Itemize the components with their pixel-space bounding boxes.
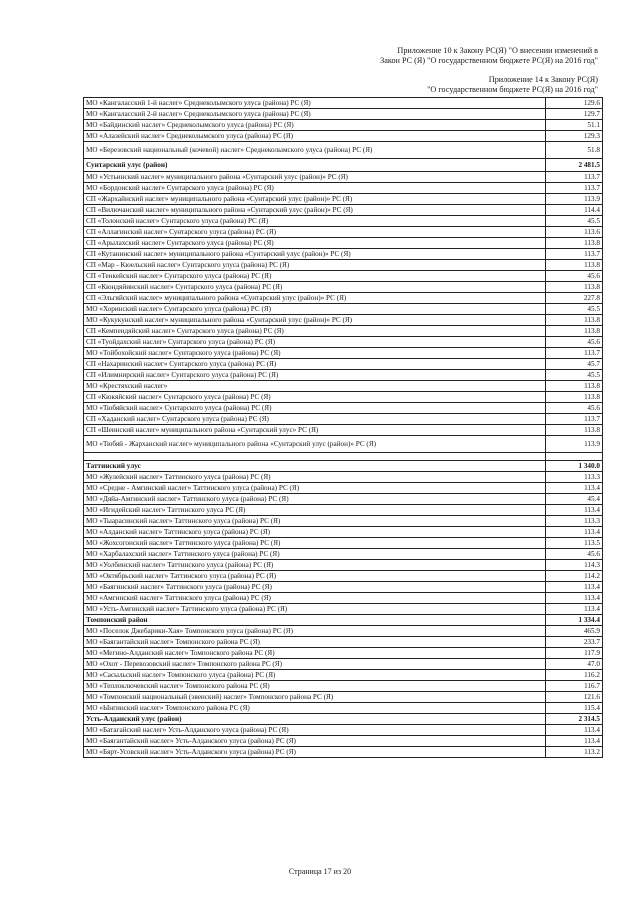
table-row (84, 205, 603, 216)
municipality-name: МО «Охот - Перевозовский наслег» Томпонского района РС (Я) (84, 659, 546, 670)
amount-value (546, 453, 603, 461)
amount-value: 45.5 (546, 304, 603, 315)
table-row (84, 183, 603, 194)
table-row (84, 659, 603, 670)
amount-value: 113.8 (546, 326, 603, 337)
municipality-name: МО «Байдинский наслег» Среднеколымского улуса (района) РС (Я) (84, 120, 546, 131)
amount-value: 45.6 (546, 549, 603, 560)
table-row (84, 494, 603, 505)
municipality-name: МО «Жохсогонский наслег» Таттинского улуса (района) РС (Я) (84, 538, 546, 549)
municipality-name: Сунтарский улус (район) (84, 159, 546, 172)
municipality-name: Томпонский район (84, 615, 546, 626)
municipality-name: СП «Шеинский наслег» муниципального района «Сунтарский улус» РС (Я) (84, 425, 546, 436)
table-row (84, 120, 603, 131)
amount-value: 45.5 (546, 216, 603, 227)
municipality-name: МО «Средне - Амгинский наслег» Таттинского улуса (района) РС (Я) (84, 483, 546, 494)
municipality-name: МО «Батагайский наслег» Усть-Алданского улуса (района) РС (Я) (84, 725, 546, 736)
municipality-name: МО «Жулейский наслег» Таттинского улуса (района) РС (Я) (84, 472, 546, 483)
amount-value: 2 481.5 (546, 159, 603, 172)
amount-value: 45.5 (546, 370, 603, 381)
amount-value: 113.8 (546, 238, 603, 249)
table-row (84, 337, 603, 348)
amount-value: 113.9 (546, 194, 603, 205)
municipality-name: МО «Тойбохойский наслег» Сунтарского улуса (района) РС (Я) (84, 348, 546, 359)
municipality-name: МО «Баягантайский наслег» Усть-Алданского улуса (района) РС (Я) (84, 736, 546, 747)
amount-value: 1 334.4 (546, 615, 603, 626)
section-row (84, 615, 603, 626)
municipality-name: МО «Октябрьский наслег» Таттинского улуса (района) РС (Я) (84, 571, 546, 582)
table-row (84, 736, 603, 747)
municipality-name: МО «Тюбяй - Жарханский наслег» муниципального района «Сунтарский улус (район)» РС (Я) (84, 436, 546, 453)
municipality-name: МО «Хоринский наслег» Сунтарского улуса (района) РС (Я) (84, 304, 546, 315)
table-row (84, 604, 603, 615)
municipality-name: МО «Тюбяйский наслег» Сунтарского улуса (района) РС (Я) (84, 403, 546, 414)
table-row (84, 626, 603, 637)
amount-value: 113.4 (546, 604, 603, 615)
table-row (84, 571, 603, 582)
table-row (84, 142, 603, 159)
table-row (84, 505, 603, 516)
amount-value: 51.1 (546, 120, 603, 131)
table-row (84, 227, 603, 238)
amount-value: 114.2 (546, 571, 603, 582)
municipality-name: СП «Илимнирский наслег» Сунтарского улуса (района) РС (Я) (84, 370, 546, 381)
budget-table-body (84, 98, 603, 758)
municipality-name: МО «Бярт-Усовский наслег» Усть-Алданского улуса (района) РС (Я) (84, 747, 546, 758)
municipality-name: СП «Кутанинский наслег» муниципального района «Сунтарский улус (район)» РС (Я) (84, 249, 546, 260)
municipality-name: СП «Арылахский наслег» Сунтарского улуса (района) РС (Я) (84, 238, 546, 249)
municipality-name: МО «Сасыльский наслег» Томпонского улуса (района) РС (Я) (84, 670, 546, 681)
municipality-name: МО «Дяйа-Амгинский наслег» Таттинского улуса (района) РС (Я) (84, 494, 546, 505)
table-row (84, 703, 603, 714)
municipality-name: МО «Баягинский наслег» Таттинского улуса (района) РС (Я) (84, 582, 546, 593)
municipality-name: СП «Хаданский наслег» Сунтарского улуса (района) РС (Я) (84, 414, 546, 425)
municipality-name: МО «Усть-Амгинский наслег» Таттинского улуса (района) РС (Я) (84, 604, 546, 615)
appendix-14-header (427, 75, 598, 95)
municipality-name: МО «Харбалахский наслег» Таттинского улуса (района) РС (Я) (84, 549, 546, 560)
table-row (84, 392, 603, 403)
municipality-name: СП «Тенкейский наслег» Сунтарского улуса (района) РС (Я) (84, 271, 546, 282)
table-row (84, 238, 603, 249)
municipality-name: СП «Вилючанский наслег» муниципального района «Сунтарский улус (район)» РС (Я) (84, 205, 546, 216)
municipality-name: МО «Алданский наслег» Таттинского улуса (района) РС (Я) (84, 527, 546, 538)
header-line: Приложение 10 к Закону РС(Я) "О внесении изменений в (397, 46, 598, 55)
table-row (84, 414, 603, 425)
section-row (84, 159, 603, 172)
municipality-name (84, 453, 546, 461)
municipality-name: СП «Нахаринский наслег» Сунтарского улуса (района) РС (Я) (84, 359, 546, 370)
header-line: Приложение 14 к Закону РС(Я) (488, 75, 598, 84)
amount-value: 113.4 (546, 593, 603, 604)
amount-value: 113.8 (546, 392, 603, 403)
table-row (84, 381, 603, 392)
section-row (84, 714, 603, 725)
table-row (84, 326, 603, 337)
municipality-name: Усть-Алданский улус (район) (84, 714, 546, 725)
table-row (84, 194, 603, 205)
amount-value: 113.7 (546, 172, 603, 183)
municipality-name: МО «Березовский национальный (кочевой) наслег» Среднеколымского улуса (района) РС (Я) (84, 142, 546, 159)
table-row (84, 483, 603, 494)
section-row (84, 461, 603, 472)
header-line: "О государственном бюджете РС(Я) на 2016 год" (427, 85, 598, 94)
amount-value: 113.4 (546, 483, 603, 494)
amount-value: 113.4 (546, 582, 603, 593)
amount-value: 113.7 (546, 348, 603, 359)
amount-value: 47.0 (546, 659, 603, 670)
table-row (84, 348, 603, 359)
table-row (84, 172, 603, 183)
municipality-name: МО «Поселок Джебарики-Хая» Томпонского улуса (района) РС (Я) (84, 626, 546, 637)
amount-value: 113.9 (546, 436, 603, 453)
municipality-name: МО «Кангаласский 1-й наслег» Среднеколымского улуса (района) РС (Я) (84, 98, 546, 109)
amount-value: 113.3 (546, 516, 603, 527)
municipality-name: МО «Мегино-Алданский наслег» Томпонского района РС (Я) (84, 648, 546, 659)
municipality-name: СП «Толонский наслег» Сунтарского улуса (района) РС (Я) (84, 216, 546, 227)
amount-value: 113.7 (546, 183, 603, 194)
amount-value: 129.6 (546, 98, 603, 109)
appendix-10-header (380, 46, 598, 66)
municipality-name: МО «Уолбинский наслег» Таттинского улуса (района) РС (Я) (84, 560, 546, 571)
amount-value: 113.8 (546, 381, 603, 392)
amount-value: 45.6 (546, 271, 603, 282)
amount-value: 45.6 (546, 337, 603, 348)
header-line: Закон РС (Я) "О государственном бюджете РС(Я) на 2016 год" (380, 56, 598, 65)
spacer-row (84, 453, 603, 461)
amount-value: 113.7 (546, 249, 603, 260)
amount-value: 45.6 (546, 403, 603, 414)
amount-value: 113.7 (546, 414, 603, 425)
municipality-name: МО «Томпонский национальный (эвенский) наслег» Томпонского района РС (Я) (84, 692, 546, 703)
page-number: Страница 17 из 20 (288, 867, 352, 876)
amount-value: 113.6 (546, 227, 603, 238)
amount-value: 113.4 (546, 505, 603, 516)
municipality-name: МО «Тыарасинский наслег» Таттинского улуса (района) РС (Я) (84, 516, 546, 527)
municipality-name: СП «Кемпендяйский наслег» Сунтарского улуса (района) РС (Я) (84, 326, 546, 337)
amount-value: 114.4 (546, 205, 603, 216)
municipality-name: СП «Мар - Кюельский наслег» Сунтарского улуса (района) РС (Я) (84, 260, 546, 271)
table-row (84, 304, 603, 315)
table-row (84, 527, 603, 538)
table-row (84, 425, 603, 436)
table-row (84, 260, 603, 271)
municipality-name: МО «Кукукунский наслег» муниципального района «Сунтарский улус (район)» РС (Я) (84, 315, 546, 326)
table-row (84, 315, 603, 326)
municipality-name: МО «Устьинский наслег» муниципального района «Сунтарский улус (район)» РС (Я) (84, 172, 546, 183)
amount-value: 113.3 (546, 472, 603, 483)
municipality-name: СП «Аллагинский наслег» Сунтарского улуса (района) РС (Я) (84, 227, 546, 238)
municipality-name: МО «Ынгинский наслег» Томпонского района РС (Я) (84, 703, 546, 714)
amount-value: 129.3 (546, 131, 603, 142)
table-row (84, 516, 603, 527)
amount-value: 227.8 (546, 293, 603, 304)
amount-value: 113.5 (546, 538, 603, 549)
amount-value: 129.7 (546, 109, 603, 120)
municipality-name: СП «Жархайнский наслег» муниципального района «Сунтарский улус (район)» РС (Я) (84, 194, 546, 205)
table-row (84, 538, 603, 549)
amount-value: 51.8 (546, 142, 603, 159)
amount-value: 113.4 (546, 725, 603, 736)
table-row (84, 403, 603, 414)
table-row (84, 282, 603, 293)
municipality-name: МО «Игидейский наслег» Таттинского улуса РС (Я) (84, 505, 546, 516)
table-row (84, 436, 603, 453)
amount-value: 113.2 (546, 747, 603, 758)
municipality-name: МО «Баягантайский наслег» Томпонского района РС (Я) (84, 637, 546, 648)
table-row (84, 216, 603, 227)
table-row (84, 370, 603, 381)
table-row (84, 637, 603, 648)
amount-value: 114.3 (546, 560, 603, 571)
table-row (84, 681, 603, 692)
amount-value: 116.2 (546, 670, 603, 681)
amount-value: 45.7 (546, 359, 603, 370)
table-row (84, 271, 603, 282)
municipality-name: СП «Эльгяйский наслег» муниципального района «Сунтарский улус (район)» РС (Я) (84, 293, 546, 304)
amount-value: 233.7 (546, 637, 603, 648)
municipality-name: МО «Алазейский наслег» Среднеколымского улуса (района) РС (Я) (84, 131, 546, 142)
municipality-name: СП «Кюкяйский наслег» Сунтарского улуса (района) РС (Я) (84, 392, 546, 403)
table-row (84, 648, 603, 659)
municipality-name: СП «Кюндяйинский наслег» Сунтарского улуса (района) РС (Я) (84, 282, 546, 293)
amount-value: 113.8 (546, 282, 603, 293)
municipality-name: Таттинский улус (84, 461, 546, 472)
table-row (84, 560, 603, 571)
amount-value: 113.8 (546, 260, 603, 271)
table-row (84, 725, 603, 736)
municipality-name: МО «Кангаласский 2-й наслег» Среднеколымского улуса (района) РС (Я) (84, 109, 546, 120)
table-row (84, 249, 603, 260)
amount-value: 45.4 (546, 494, 603, 505)
budget-table (83, 97, 603, 758)
amount-value: 113.8 (546, 315, 603, 326)
amount-value: 117.9 (546, 648, 603, 659)
amount-value: 113.8 (546, 425, 603, 436)
municipality-name: МО «Бордонский наслег» Сунтарского улуса (района) РС (Я) (84, 183, 546, 194)
table-row (84, 131, 603, 142)
municipality-name: МО «Амгинский наслег» Таттинского улуса (района) РС (Я) (84, 593, 546, 604)
table-row (84, 472, 603, 483)
table-row (84, 692, 603, 703)
amount-value: 465.9 (546, 626, 603, 637)
amount-value: 2 314.5 (546, 714, 603, 725)
municipality-name: СП «Туойдахский наслег» Сунтарского улуса (района) РС (Я) (84, 337, 546, 348)
amount-value: 1 340.0 (546, 461, 603, 472)
table-row (84, 747, 603, 758)
amount-value: 113.4 (546, 527, 603, 538)
amount-value: 116.7 (546, 681, 603, 692)
table-row (84, 549, 603, 560)
amount-value: 121.6 (546, 692, 603, 703)
municipality-name: МО «Крестяхский наслег» (84, 381, 546, 392)
table-row (84, 359, 603, 370)
table-row (84, 98, 603, 109)
table-row (84, 293, 603, 304)
municipality-name: МО «Теплоключевский наслег» Томпонского района РС (Я) (84, 681, 546, 692)
table-row (84, 593, 603, 604)
table-row (84, 109, 603, 120)
amount-value: 115.4 (546, 703, 603, 714)
table-row (84, 582, 603, 593)
table-row (84, 670, 603, 681)
amount-value: 113.4 (546, 736, 603, 747)
